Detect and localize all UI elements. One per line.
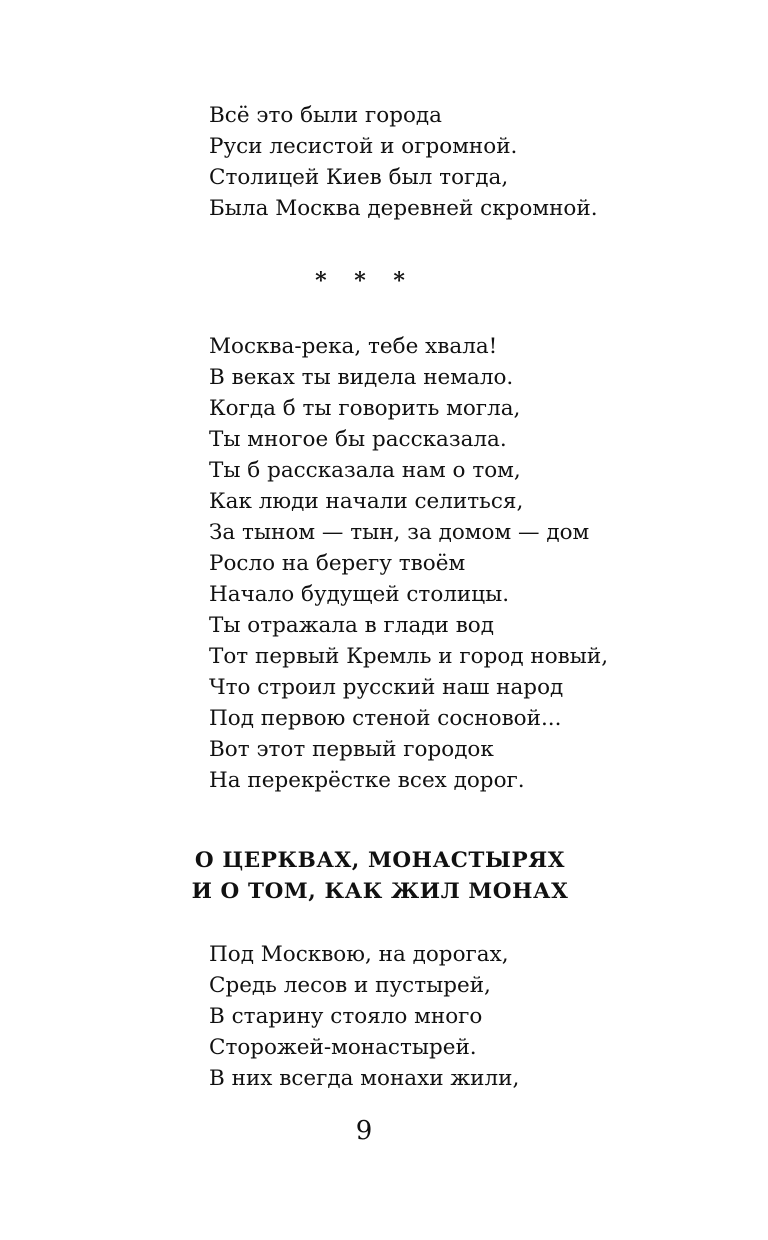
poem-line: Руси лесистой и огромной. <box>209 134 518 159</box>
chapter-heading-line-1: О ЦЕРКВАХ, МОНАСТЫРЯХ <box>194 848 566 873</box>
poem-line: На перекрёстке всех дорог. <box>209 768 525 793</box>
poem-line: Ты многое бы рассказала. <box>209 427 507 452</box>
chapter-heading-line-2: И О ТОМ, КАК ЖИЛ МОНАХ <box>191 879 569 904</box>
poem-line: Под Москвою, на дорогах, <box>209 942 509 967</box>
stanza-2 <box>209 331 608 796</box>
page-number: 9 <box>355 1116 373 1146</box>
poem-line: Москва-река, тебе хвала! <box>209 334 498 359</box>
poem-line: Под первою стеной сосновой... <box>209 706 562 731</box>
poem-line: В них всегда монахи жили, <box>209 1066 520 1091</box>
poem-line: Когда б ты говорить могла, <box>209 396 521 421</box>
chapter-heading <box>130 845 630 907</box>
stanza-1 <box>209 100 598 224</box>
poem-line: Ты отражала в глади вод <box>209 613 494 638</box>
poem-line: Начало будущей столицы. <box>209 582 510 607</box>
poem-line: Всё это были города <box>209 103 442 128</box>
poem-line: Тот первый Кремль и город новый, <box>209 644 609 669</box>
poem-line: Средь лесов и пустырей, <box>209 973 491 998</box>
poem-line: Была Москва деревней скромной. <box>209 196 598 221</box>
poem-line: Росло на берегу твоём <box>209 551 466 576</box>
poem-line: Вот этот первый городок <box>209 737 494 762</box>
poem-line: Как люди начали селиться, <box>209 489 524 514</box>
poem-line: За тыном — тын, за домом — дом <box>209 520 590 545</box>
section-separator: * * * <box>315 268 415 294</box>
poem-line: В веках ты видела немало. <box>209 365 514 390</box>
poem-line: Столицей Киев был тогда, <box>209 165 509 190</box>
poem-line: Сторожей-монастырей. <box>209 1035 477 1060</box>
stanza-3 <box>209 939 519 1094</box>
poem-line: В старину стояло много <box>209 1004 483 1029</box>
poem-line: Что строил русский наш народ <box>209 675 564 700</box>
poem-line: Ты б рассказала нам о том, <box>209 458 521 483</box>
